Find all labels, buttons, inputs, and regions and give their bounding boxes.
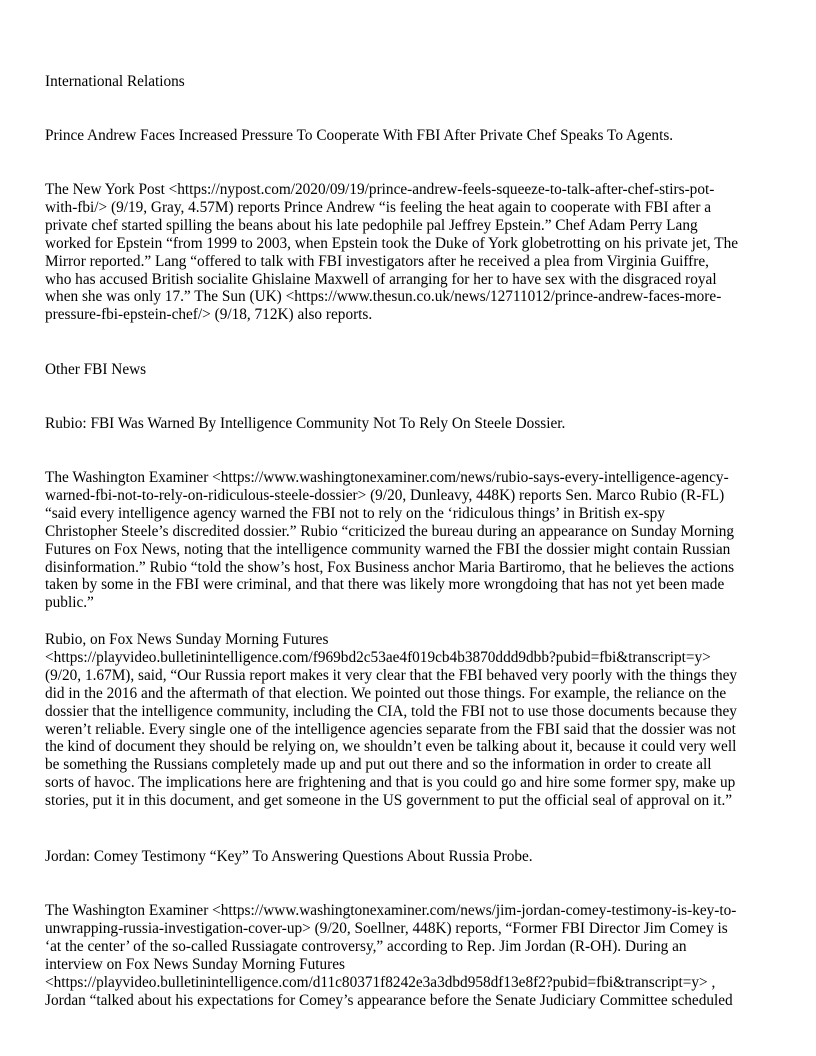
story-line: “said every intelligence agency warned the FBI not to rely on the ‘ridiculous things’ in British ex-spy: [45, 504, 665, 522]
story-line: with-fbi/> (9/19, Gray, 4.57M) reports Prince Andrew “is feeling the heat again to cooperate with FBI after a: [45, 198, 712, 216]
story-line: did in the 2016 and the aftermath of that election. We pointed out those things. For example, the reliance on the: [45, 684, 727, 702]
story-line: warned-fbi-not-to-rely-on-ridiculous-steele-dossier> (9/20, Dunleavy, 448K) reports Sen. Marco Rubio (R-FL): [45, 486, 725, 504]
story-line: the kind of document they should be relying on, we shouldn’t even be talking about it, because it could very well: [45, 738, 737, 756]
story-line: The New York Post <https://nypost.com/2020/09/19/prince-andrew-feels-squeeze-to-talk-after-chef-stirs-pot-: [45, 181, 715, 198]
story-line: Jordan “talked about his expectations for Comey’s appearance before the Senate Judiciary Committee scheduled: [45, 991, 733, 1009]
story-line: The Washington Examiner <https://www.washingtonexaminer.com/news/rubio-says-every-intelligence-agency-: [45, 469, 729, 486]
story-line: dossier that the intelligence community, including the CIA, told the FBI not to use those documents because they: [45, 702, 737, 720]
story-headline-rubio: Rubio: FBI Was Warned By Intelligence Community Not To Rely On Steele Dossier.: [45, 415, 566, 432]
story-line: Futures on Fox News, noting that the intelligence community warned the FBI the dossier might contain Russian: [45, 540, 731, 558]
story-line: taken by some in the FBI were criminal, and that there was likely more wrongdoing that has not yet been made: [45, 576, 725, 594]
story-line: The Washington Examiner <https://www.washingtonexaminer.com/news/jim-jordan-comey-testimony-is-key-to-: [45, 902, 737, 919]
story-headline-jordan: Jordan: Comey Testimony “Key” To Answering Questions About Russia Probe.: [45, 848, 533, 865]
story-line: (9/20, 1.67M), said, “Our Russia report makes it very clear that the FBI behaved very poorly with the things they: [45, 666, 738, 684]
section-heading-international-relations: International Relations: [45, 73, 185, 90]
story-line: disinformation.” Rubio “told the show’s host, Fox Business anchor Maria Bartiromo, that he believes the actions: [45, 558, 735, 576]
story-line: private chef started spilling the beans about his late pedophile pal Jeffrey Epstein.” Chef Adam Perry Lang: [45, 216, 698, 234]
story-body-prince-andrew: [45, 181, 738, 324]
story-line: public.”: [45, 594, 94, 612]
section-heading-other-fbi-news: Other FBI News: [45, 361, 147, 378]
story-body-rubio-examiner: [45, 469, 734, 612]
story-line: Christopher Steele’s discredited dossier.” Rubio “criticized the bureau during an appearance on Sunday Morning: [45, 522, 735, 540]
story-line: when she was only 17.” The Sun (UK) <https://www.thesun.co.uk/news/12711012/prince-andrew-faces-more-: [45, 288, 722, 306]
story-headline-prince-andrew: Prince Andrew Faces Increased Pressure To Cooperate With FBI After Private Chef Speaks To Agents.: [45, 127, 674, 144]
story-line: stories, put it in this document, and get someone in the US government to put the official seal of approval on it.”: [45, 792, 733, 810]
story-line: Rubio, on Fox News Sunday Morning Futures: [45, 631, 329, 648]
story-line: weren’t reliable. Every single one of the intelligence agencies separate from the FBI said that the dossier was not: [45, 720, 736, 738]
story-line: <https://playvideo.bulletinintelligence.com/d11c80371f8242e3a3dbd958df13e8f2?pubid=fbi&transcript=y> ,: [45, 973, 716, 991]
story-line: pressure-fbi-epstein-chef/> (9/18, 712K) also reports.: [45, 306, 373, 324]
story-line: sorts of havoc. The implications here are frightening and that is you could go and hire some former spy, make up: [45, 774, 736, 792]
story-body-rubio-quote: [45, 631, 737, 810]
story-line: <https://playvideo.bulletinintelligence.com/f969bd2c53ae4f019cb4b3870ddd9dbb?pubid=fbi&transcript=y>: [45, 648, 711, 666]
story-body-jordan: [45, 902, 736, 1009]
story-line: ‘at the center’ of the so-called Russiagate controversy,” according to Rep. Jim Jordan (R-OH). During an: [45, 937, 687, 955]
story-line: be something the Russians completely made up and put out there and so the information in order to create all: [45, 756, 712, 774]
story-line: worked for Epstein “from 1999 to 2003, when Epstein took the Duke of York globetrotting on his private jet, The: [45, 234, 739, 252]
story-line: unwrapping-russia-investigation-cover-up> (9/20, Soellner, 448K) reports, “Former FBI Director Jim Comey is: [45, 919, 728, 937]
story-line: who has accused British socialite Ghislaine Maxwell of arranging for her to have sex with the disgraced royal: [45, 270, 717, 288]
story-line: interview on Fox News Sunday Morning Futures: [45, 955, 345, 973]
story-line: Mirror reported.” Lang “offered to talk with FBI investigators after he received a plea from Virginia Guiffre,: [45, 252, 709, 270]
